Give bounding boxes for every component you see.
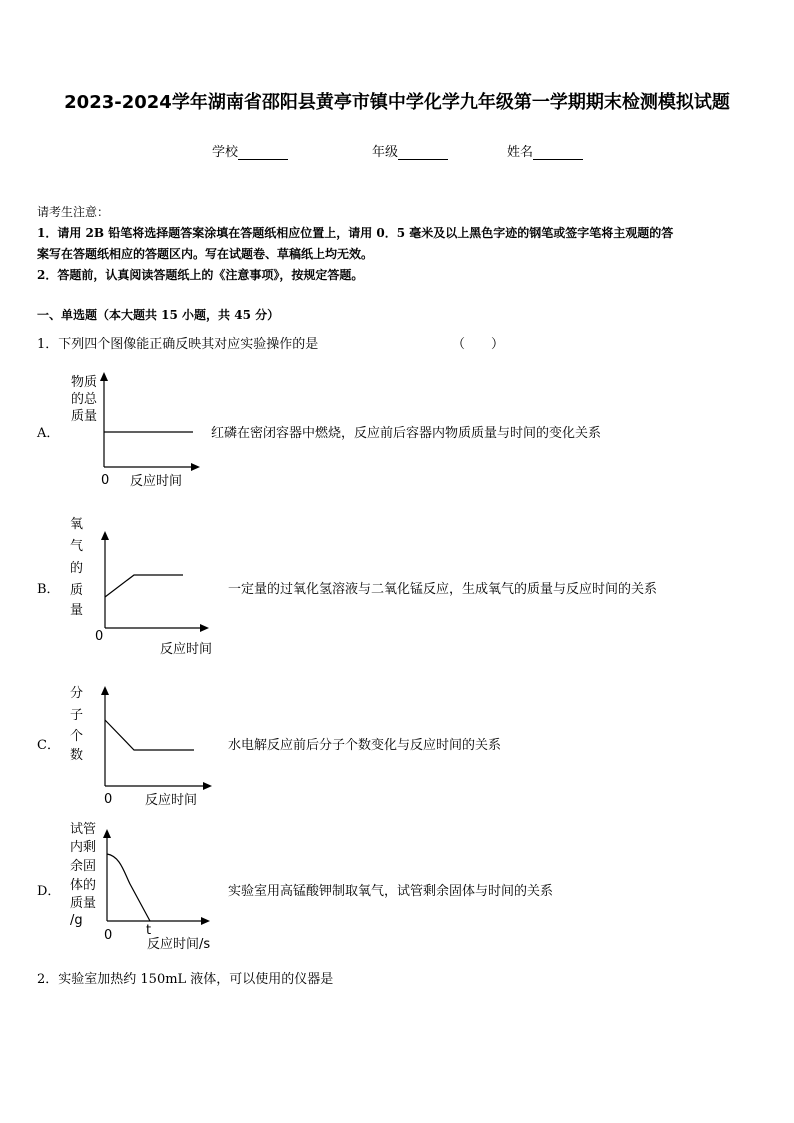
- graph-d-x-arrow: [201, 917, 210, 925]
- school-label: 学校: [212, 145, 239, 160]
- graph-b-ylabel-4: 质: [70, 583, 84, 598]
- graph-a-ylabel: [71, 374, 98, 424]
- graph-c-xlabel: 反应时间: [145, 793, 198, 808]
- graph-b-x-arrow: [200, 624, 209, 632]
- graph-b-curve: [105, 575, 183, 597]
- graph-b-origin: 0: [95, 629, 104, 644]
- notice-item1-line1: 1．请用 2B 铅笔将选择题答案涂填在答题纸相应位置上，请用 0．5 毫米及以上黑色字迹的钢笔或签字笔将主观题的答: [37, 226, 674, 240]
- graph-a-origin: 0: [101, 473, 110, 488]
- graph-b-ylabel-3: 的: [70, 561, 84, 576]
- notice-heading: 请考生注意：: [37, 205, 110, 219]
- graph-b-xlabel: 反应时间: [160, 642, 213, 657]
- graph-d-ylabel: [70, 822, 96, 928]
- graph-a-ylabel-1: 物质: [71, 375, 98, 390]
- graph-c-ylabel-1: 分: [70, 686, 84, 701]
- graph-a-x-arrow: [191, 463, 200, 471]
- graph-a-ylabel-2: 的总: [71, 392, 98, 407]
- graph-d-curve: [107, 854, 150, 921]
- graph-c-ylabel-3: 个: [70, 729, 84, 744]
- option-a-label[interactable]: A．: [37, 426, 60, 441]
- graph-b-ylabel: [70, 517, 83, 618]
- graph-d-tick-t: t: [146, 923, 152, 938]
- section1-heading: 一、单选题（本大题共 15 小题，共 45 分）: [37, 308, 280, 322]
- graph-d-origin: 0: [104, 928, 113, 943]
- q2-stem: 2．实验室加热约 150mL 液体，可以使用的仪器是: [37, 972, 334, 987]
- graph-c-origin: 0: [104, 792, 113, 807]
- graph-b-ylabel-1: 氧: [70, 517, 84, 532]
- option-a-desc: 红磷在密闭容器中燃烧，反应前后容器内物质质量与时间的变化关系: [211, 426, 602, 441]
- q1-stem: 1．下列四个图像能正确反映其对应实验操作的是: [37, 337, 319, 352]
- option-b-desc: 一定量的过氧化氢溶液与二氧化锰反应，生成氧气的质量与反应时间的关系: [228, 582, 658, 597]
- graph-c-x-arrow: [203, 782, 212, 790]
- notice-item2: 2．答题前，认真阅读答题纸上的《注意事项》，按规定答题。: [37, 268, 364, 282]
- option-d-label[interactable]: D．: [37, 884, 61, 899]
- graph-d-ylabel-4: 体的: [70, 878, 97, 893]
- graph-b-ylabel-2: 气: [70, 539, 84, 554]
- option-d-desc: 实验室用高锰酸钾制取氧气，试管剩余固体与时间的关系: [228, 884, 554, 899]
- graph-c-ylabel: [70, 686, 83, 763]
- graph-a-ylabel-3: 质量: [71, 409, 98, 424]
- graph-c-curve: [105, 720, 194, 750]
- option-c-desc: 水电解反应前后分子个数变化与反应时间的关系: [228, 738, 502, 753]
- graph-c-y-arrow: [101, 686, 109, 695]
- notice-item1-line2: 案写在答题纸相应的答题区内。写在试题卷、草稿纸上均无效。: [37, 247, 374, 261]
- graph-d-ylabel-3: 余固: [70, 859, 97, 874]
- graph-c-ylabel-2: 子: [70, 708, 84, 723]
- graph-d-ylabel-2: 内剩: [70, 840, 97, 855]
- q1-answer-paren[interactable]: （ ）: [452, 337, 505, 352]
- option-c-label[interactable]: C．: [37, 738, 60, 753]
- graph-d-ylabel-1: 试管: [70, 822, 97, 837]
- graph-d-ylabel-5: 质量: [70, 896, 97, 911]
- option-b-label[interactable]: B．: [37, 582, 60, 597]
- graph-d-xlabel: 反应时间/s: [147, 937, 211, 952]
- graph-c-ylabel-4: 数: [70, 748, 84, 763]
- graph-b-ylabel-5: 量: [70, 603, 84, 618]
- graph-b-y-arrow: [101, 531, 109, 540]
- graph-a-xlabel: 反应时间: [130, 474, 183, 489]
- name-label: 姓名: [507, 145, 534, 160]
- graph-d-y-arrow: [103, 829, 111, 838]
- grade-label: 年级: [372, 145, 399, 160]
- graph-d-ylabel-6: /g: [70, 913, 83, 928]
- graph-a-y-arrow: [100, 372, 108, 381]
- page-title: 2023-2024学年湖南省邵阳县黄亭市镇中学化学九年级第一学期期末检测模拟试题: [64, 92, 730, 113]
